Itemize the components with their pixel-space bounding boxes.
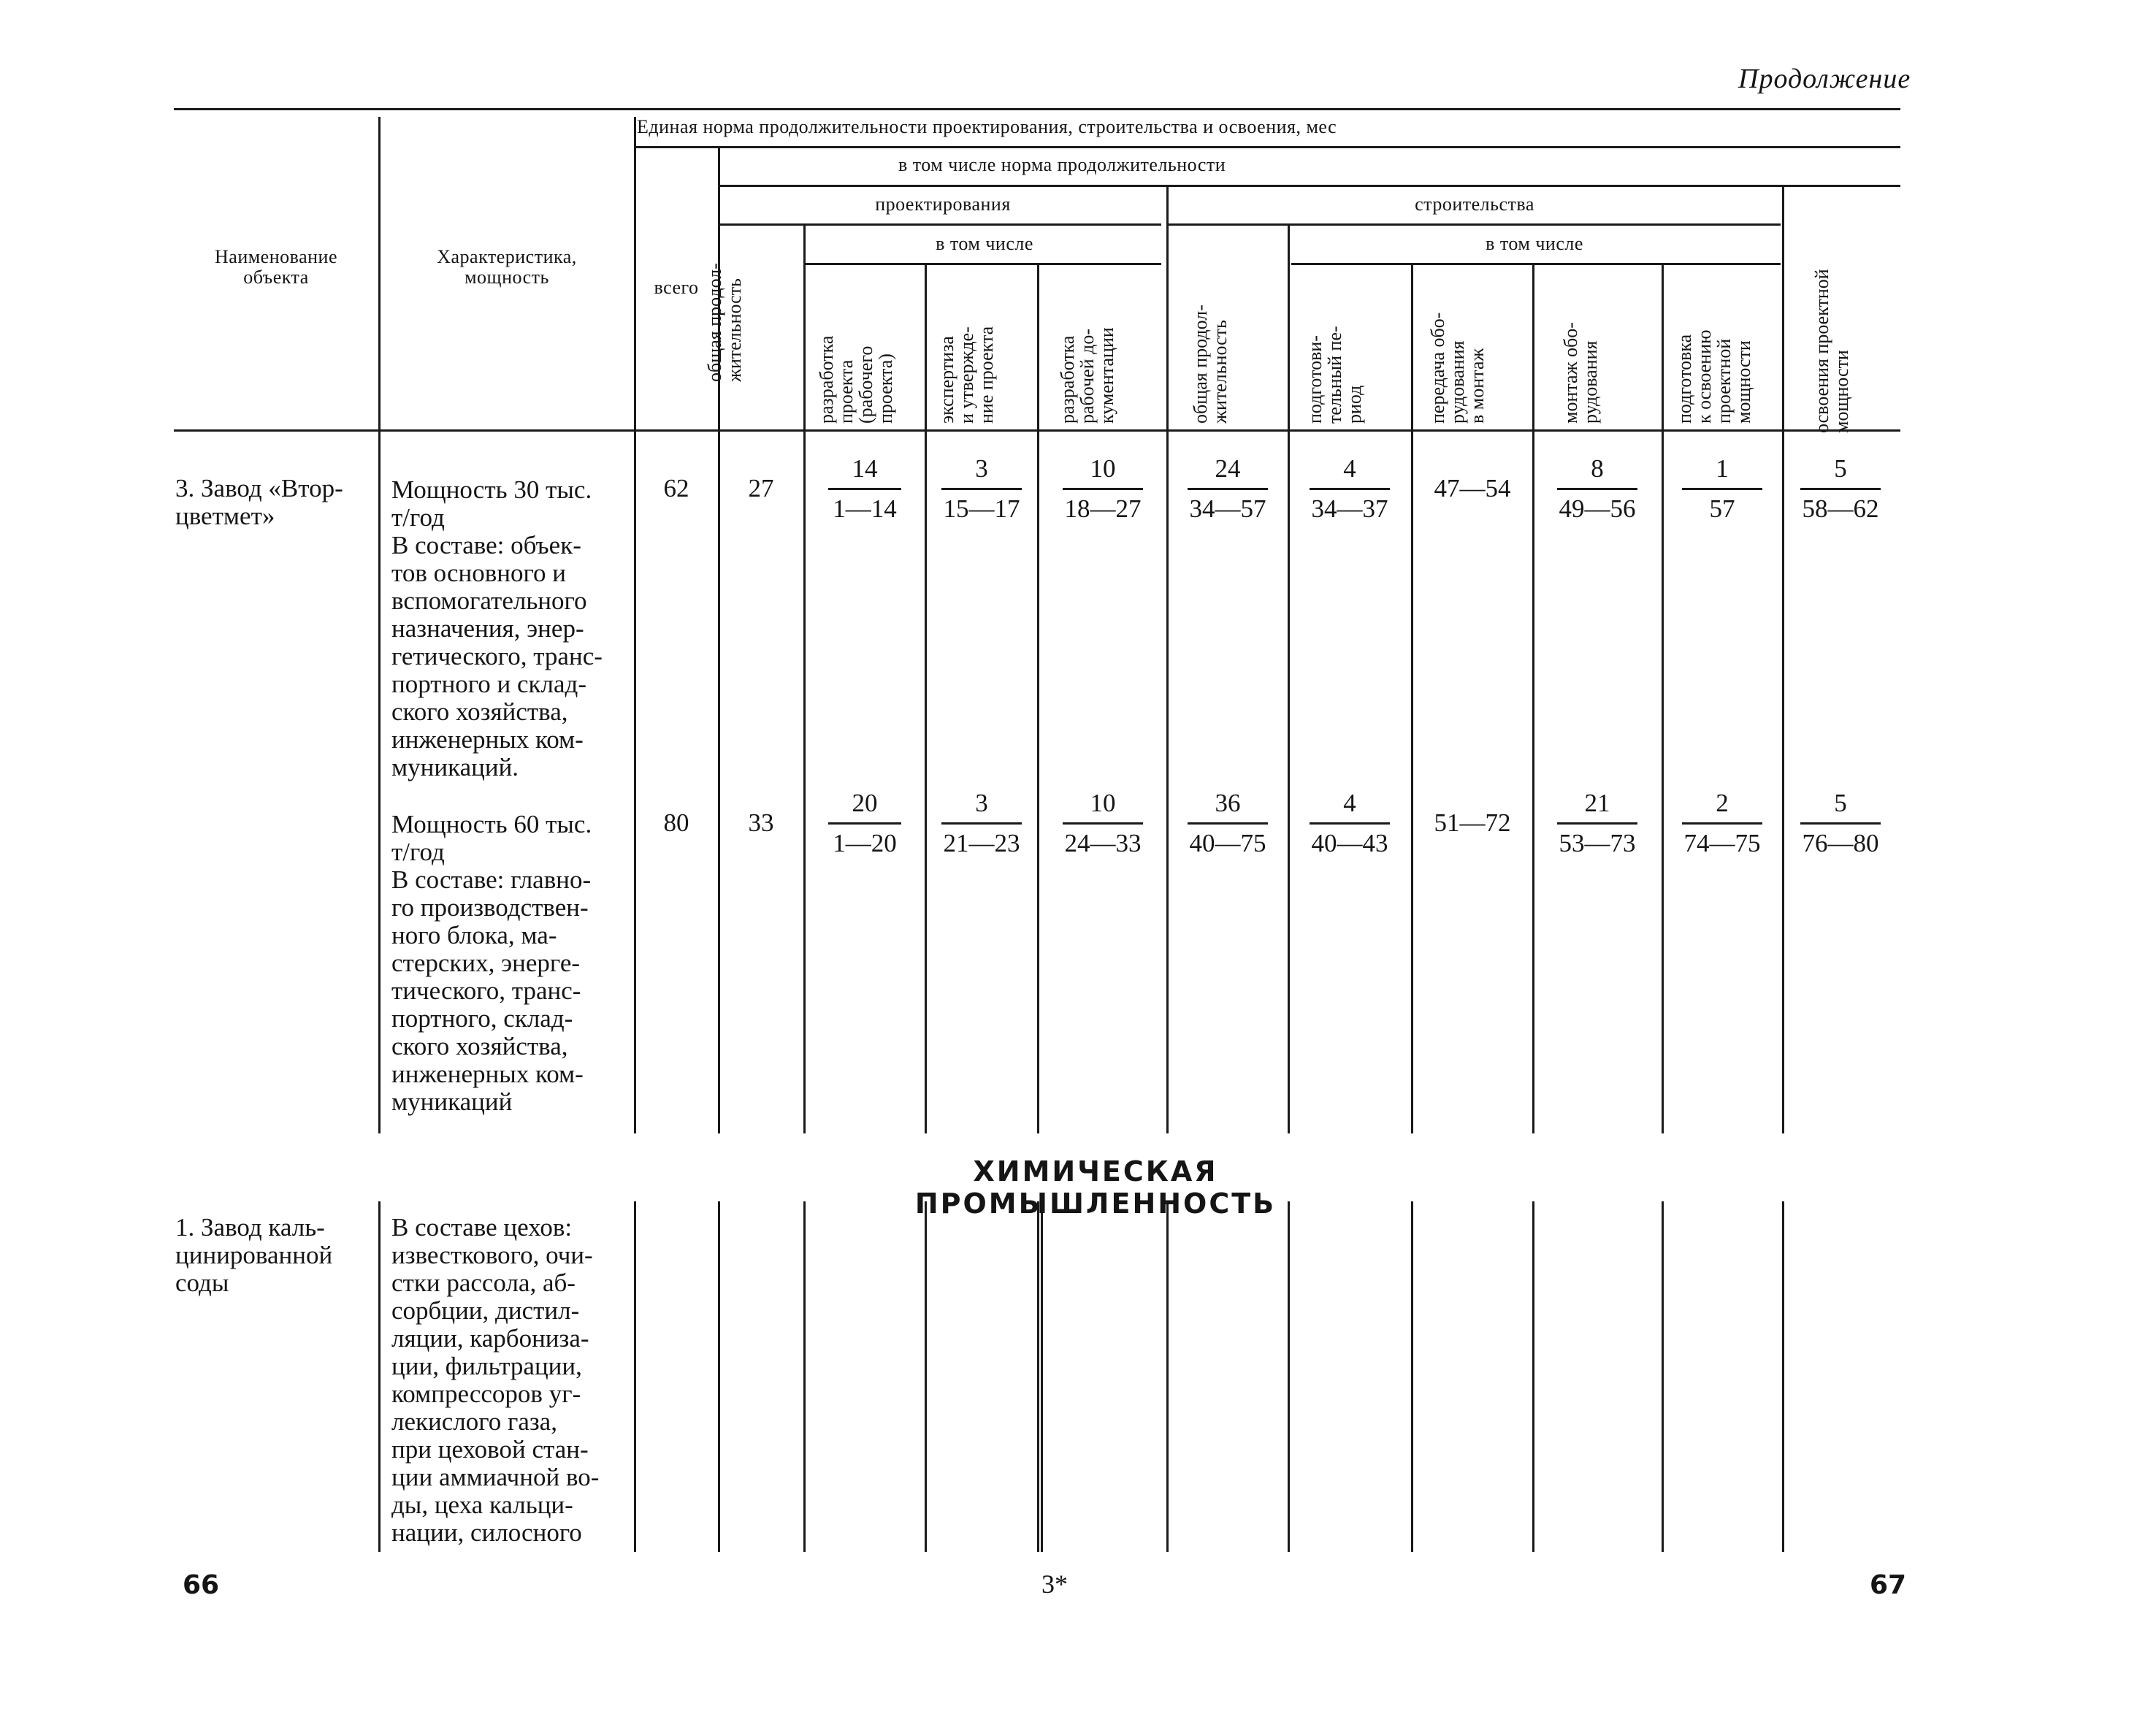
- constr-readiness-cell: 1 57: [1665, 454, 1779, 524]
- row-description: В составе цехов: известкового, очи- стки рассола, аб- сорбции, дистил- ляции, карбониза- ции, фильтрации, компрессоров уг- лекислого газа, при цеховой стан- ции аммиачной во- ды, цеха кальци- нации, силосного: [391, 1213, 600, 1547]
- row-name: 1. Завод каль- цинированной соды: [175, 1213, 333, 1297]
- constr-total-cell: 36 40—75: [1170, 789, 1285, 858]
- header-constr-readiness: подготовка к освоению проектной мощности: [1674, 329, 1754, 424]
- header-mastering: освоения проектной мощности: [1811, 269, 1852, 433]
- mastering-cell: 5 58—62: [1786, 454, 1895, 524]
- constr-total-cell: 24 34—57: [1170, 454, 1285, 524]
- header-construction: строительства: [1415, 194, 1534, 215]
- constr-transfer-cell: 51—72: [1434, 808, 1511, 837]
- page-number-right: 67: [1870, 1570, 1907, 1600]
- constr-mount-cell: 8 49—56: [1535, 454, 1659, 524]
- header-constr-mount: монтаж обо- рудования: [1560, 322, 1601, 424]
- constr-mount-cell: 21 53—73: [1535, 789, 1659, 858]
- header-design-docs: разработка рабочей до- кументации: [1057, 327, 1117, 424]
- header-design-total: общая продол- жительность: [704, 263, 745, 382]
- header-constr-transfer: передача обо- рудования в монтаж: [1427, 312, 1488, 424]
- header-design: проектирования: [875, 194, 1011, 215]
- header-constr-prep: подготови- тельный пе- риод: [1304, 326, 1365, 424]
- design-total-cell: 27: [748, 474, 774, 502]
- page-number-left: 66: [183, 1570, 220, 1600]
- row-description: Мощность 60 тыс. т/год В составе: главно- го производствен- ного блока, ма- стерских, энерге- тического, транс- портного, склад- ского хозяйства, инженерных ком- муникаций: [391, 810, 592, 1116]
- design-total-cell: 33: [748, 808, 774, 837]
- design-dev-cell: 14 1—14: [807, 454, 922, 524]
- header-design-dev: разработка проекта (рабочего проекта): [816, 335, 896, 424]
- continuation-label: Продолжение: [1738, 64, 1911, 94]
- header-characteristic: Характеристика, мощность: [437, 246, 577, 288]
- section-title: ХИМИЧЕСКАЯ ПРОМЫШЛЕННОСТЬ: [914, 1155, 1277, 1220]
- header-constr-total: общая продол- жительность: [1190, 305, 1231, 424]
- header-including-design: в том числе: [936, 233, 1033, 254]
- total-cell: 62: [663, 474, 689, 502]
- row-name: 3. Завод «Втор- цветмет»: [175, 474, 343, 530]
- header-including-norm: в том числе норма продолжительности: [898, 154, 1226, 175]
- constr-transfer-cell: 47—54: [1434, 474, 1511, 502]
- header-including-construction: в том числе: [1486, 233, 1583, 254]
- design-exp-cell: 3 21—23: [928, 789, 1036, 858]
- header-design-exp: экспертиза и утвержде- ние проекта: [936, 326, 997, 424]
- design-exp-cell: 3 15—17: [928, 454, 1036, 524]
- signature-mark: 3*: [1041, 1569, 1068, 1599]
- row-description: Мощность 30 тыс. т/год В составе: объек- тов основного и вспомогательного назначения, энер- гетического, транс- портного и склад- ского хозяйства, инженерных ком- муникаций.: [391, 475, 603, 781]
- design-dev-cell: 20 1—20: [807, 789, 922, 858]
- constr-prep-cell: 4 40—43: [1291, 789, 1408, 858]
- constr-readiness-cell: 2 74—75: [1665, 789, 1779, 858]
- header-unified-norm: Единая норма продолжительности проектирования, строительства и освоения, мес: [637, 116, 1337, 137]
- header-total: всего: [654, 277, 699, 298]
- total-cell: 80: [663, 808, 689, 837]
- header-name: Наименование объекта: [215, 246, 337, 288]
- design-docs-cell: 10 18—27: [1041, 454, 1165, 524]
- constr-prep-cell: 4 34—37: [1291, 454, 1408, 524]
- mastering-cell: 5 76—80: [1786, 789, 1895, 858]
- design-docs-cell: 10 24—33: [1041, 789, 1165, 858]
